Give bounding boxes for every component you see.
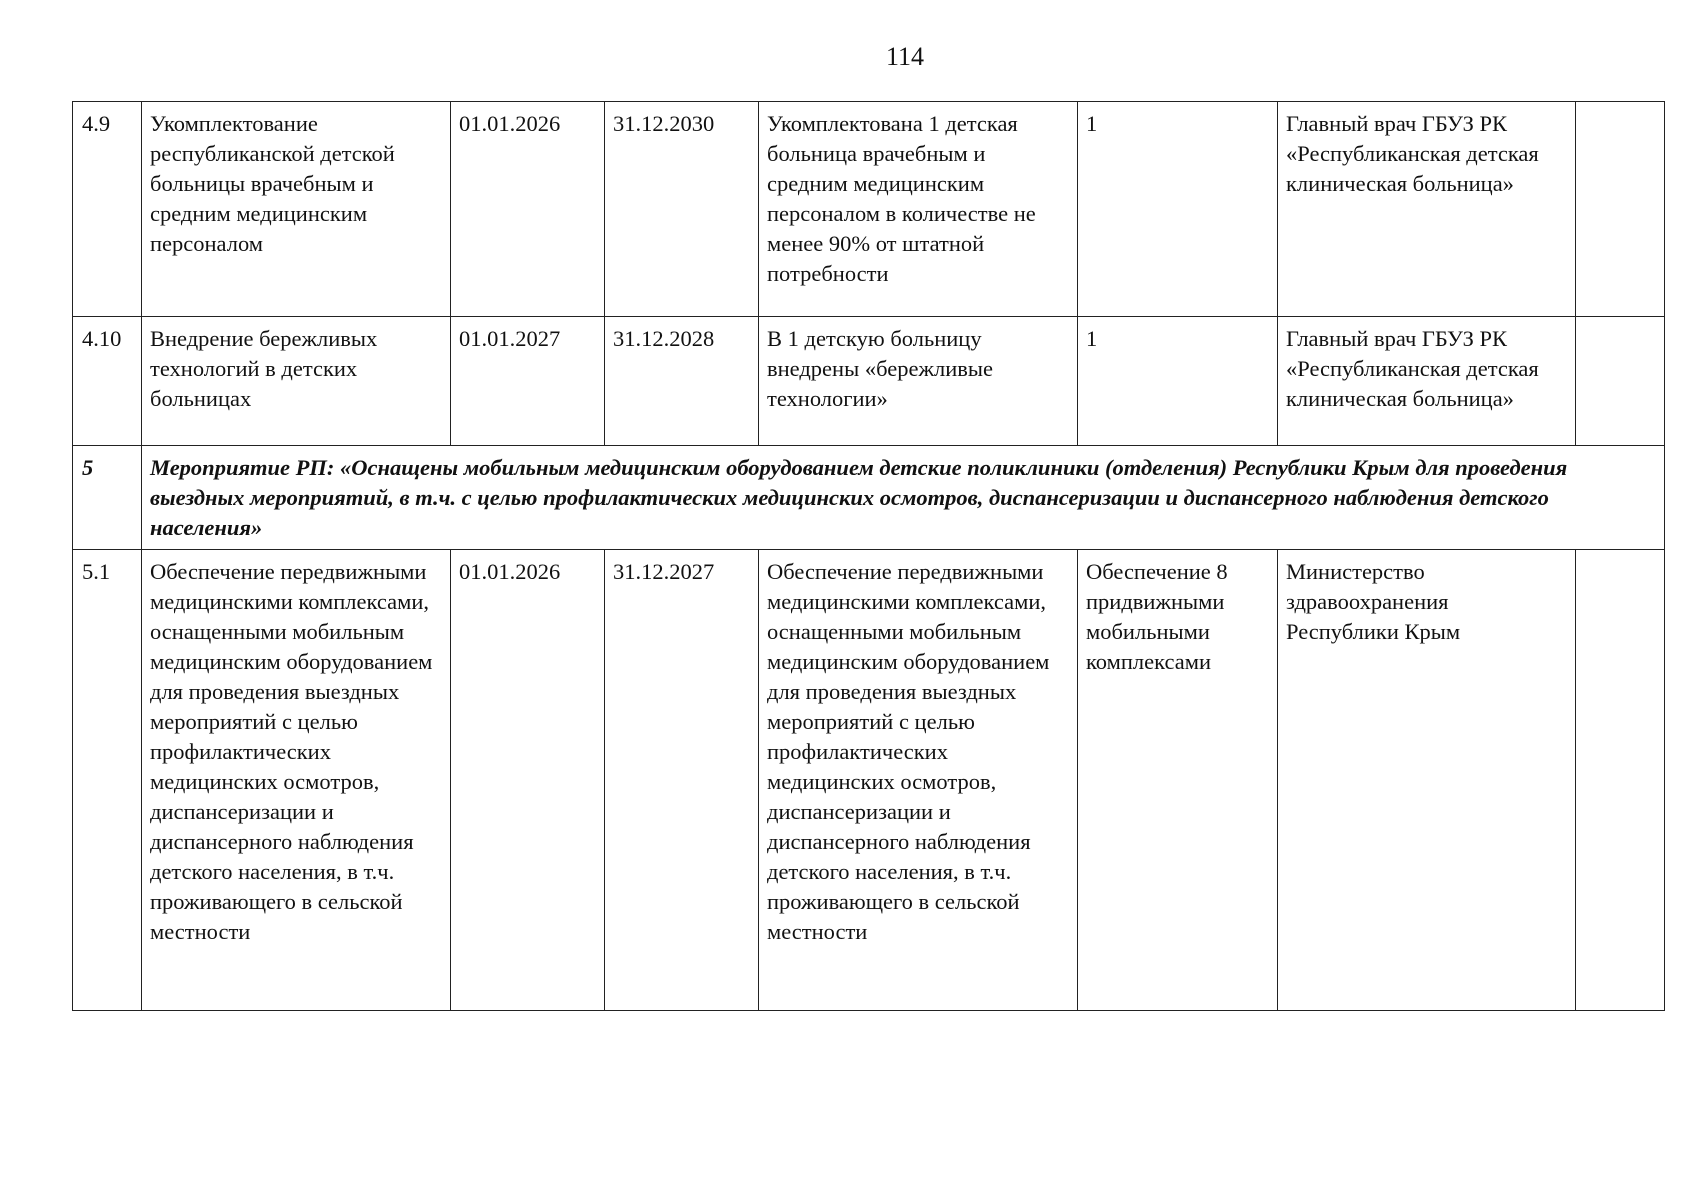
- responsible-party: Министерство здравоохранения Республики Крым: [1278, 550, 1576, 1011]
- activity-result: Укомплектована 1 детская больница врачебным и средним медицинским персоналом в количестве не менее 90% от штатной потребности: [759, 102, 1078, 317]
- extra-cell: [1576, 102, 1665, 317]
- table-row: [73, 550, 1665, 1011]
- table-row: [73, 102, 1665, 317]
- indicator-value: 1: [1078, 317, 1278, 446]
- responsible-party: Главный врач ГБУЗ РК «Республиканская детская клиническая больница»: [1278, 317, 1576, 446]
- activity-result: Обеспечение передвижными медицинскими комплексами, оснащенными мобильным медицинским оборудованием для проведения выездных мероприятий с целью профилактических медицинских осмотров, диспансеризации и диспансерного наблюдения детского населения, в т.ч. проживающего в сельской местности: [759, 550, 1078, 1011]
- indicator-value: Обеспечение 8 придвижными мобильными комплексами: [1078, 550, 1278, 1011]
- end-date: 31.12.2028: [605, 317, 759, 446]
- extra-cell: [1576, 317, 1665, 446]
- start-date: 01.01.2026: [451, 550, 605, 1011]
- section-number: 5: [73, 446, 142, 550]
- start-date: 01.01.2026: [451, 102, 605, 317]
- row-number: 5.1: [73, 550, 142, 1011]
- indicator-value: 1: [1078, 102, 1278, 317]
- section-header-row: [73, 446, 1665, 550]
- activity-name: Внедрение бережливых технологий в детских больницах: [142, 317, 451, 446]
- start-date: 01.01.2027: [451, 317, 605, 446]
- activity-name: Обеспечение передвижными медицинскими комплексами, оснащенными мобильным медицинским оборудованием для проведения выездных мероприятий с целью профилактических медицинских осмотров, диспансеризации и диспансерного наблюдения детского населения, в т.ч. проживающего в сельской местности: [142, 550, 451, 1011]
- end-date: 31.12.2027: [605, 550, 759, 1011]
- end-date: 31.12.2030: [605, 102, 759, 317]
- page-number: 114: [885, 42, 925, 71]
- table-row: [73, 317, 1665, 446]
- activities-table: [72, 101, 1665, 1011]
- row-number: 4.10: [73, 317, 142, 446]
- responsible-party: Главный врач ГБУЗ РК «Республиканская детская клиническая больница»: [1278, 102, 1576, 317]
- section-title: Мероприятие РП: «Оснащены мобильным медицинским оборудованием детские поликлиники (отделения) Республики Крым для проведения выездных мероприятий, в т.ч. с целью профилактических медицинских осмотров, диспансеризации и диспансерного наблюдения детского населения»: [142, 446, 1665, 550]
- row-number: 4.9: [73, 102, 142, 317]
- extra-cell: [1576, 550, 1665, 1011]
- activity-name: Укомплектование республиканской детской больницы врачебным и средним медицинским персоналом: [142, 102, 451, 317]
- activity-result: В 1 детскую больницу внедрены «бережливые технологии»: [759, 317, 1078, 446]
